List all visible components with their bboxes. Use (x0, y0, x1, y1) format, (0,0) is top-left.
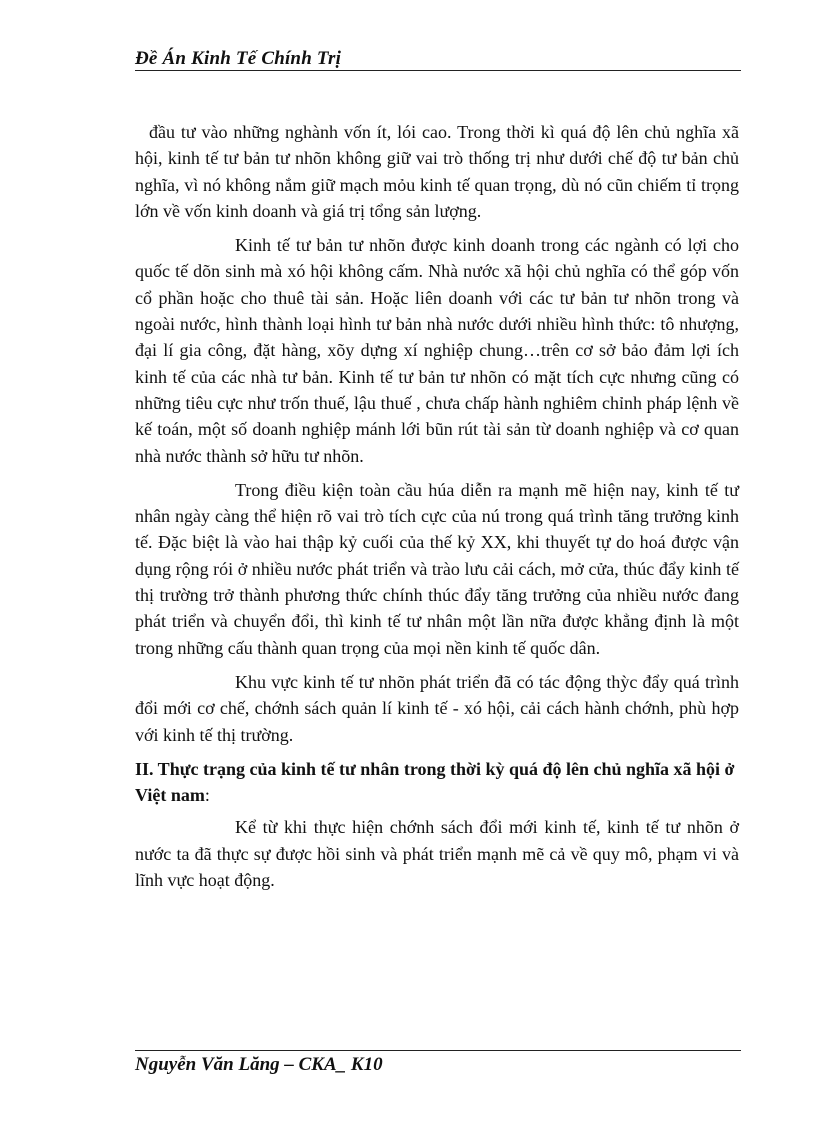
paragraph-2: Kinh tế tư bản tư nhõn được kinh doanh trong các ngành có lợi cho quốc tế dõn sinh mà xó hội không cấm. Nhà nước xã hội chủ nghĩa có thể góp vốn cổ phần hoặc cho thuê tài sản. Hoặc liên doanh với các tư bản tư nhõn trong và ngoài nước, hình thành loại hình tư bản nhà nước dưới nhiều hình thức: tô nhượng, đại lí gia công, đặt hàng, xõy dựng xí nghiệp chung…trên cơ sở bảo đảm lợi ích kinh tế của các nhà tư bản. Kinh tế tư bản tư nhõn có mặt tích cực nhưng cũng có những tiêu cực như trốn thuế, lậu thuế , chưa chấp hành nghiêm chỉnh pháp lệnh về kế toán, một số doanh nghiệp mánh lới bũn rút tài sản từ doanh nghiệp và cơ quan nhà nước thành sở hữu tư nhõn. (135, 235, 739, 466)
header-divider (135, 70, 741, 71)
page-header-title: Đề Án Kinh Tế Chính Trị (135, 48, 342, 69)
paragraph-3: Trong điều kiện toàn cầu húa diễn ra mạnh mẽ hiện nay, kinh tế tư nhân ngày càng thể hiện rõ vai trò tích cực của nú trong quá trình tăng trưởng kinh tế. Đặc biệt là vào hai thập kỷ cuối của thế kỷ XX, khi thuyết tự do hoá được vận dụng rộng rói ở nhiều nước phát triển và trào lưu cải cách, mở cửa, thúc đẩy kinh tế thị trường trở thành phương thức chính thúc đẩy tăng trưởng của nhiều nước đang phát triển và chuyển đổi, thì kinh tế tư nhân một lần nữa được khẳng định là một trong những cấu thành quan trọng của mọi nền kinh tế quốc dân. (135, 479, 739, 658)
document-body (135, 119, 739, 901)
section-paragraph: Kể từ khi thực hiện chớnh sách đổi mới kinh tế, kinh tế tư nhõn ở nước ta đã thực sự được hồi sinh và phát triển mạnh mẽ cả về quy mô, phạm vi và lĩnh vực hoạt động. (135, 817, 739, 891)
footer-divider (135, 1050, 741, 1051)
section-heading (135, 756, 739, 809)
section-heading-colon: : (204, 785, 210, 806)
section-heading-text: II. Thực trạng của kinh tế tư nhân trong thời kỳ quá độ lên chủ nghĩa xã hội ở Việt nam (135, 758, 735, 806)
page-footer-author: Nguyễn Văn Lăng – CKA_ K10 (135, 1054, 383, 1075)
paragraph-1: đầu tư vào những nghành vốn ít, lói cao. Trong thời kì quá độ lên chủ nghĩa xã hội, kinh tế tư bản tư nhõn không giữ vai trò thống trị như dưới chế độ tư bản chủ nghĩa, vì nó không nắm giữ mạch mỏu kinh tế quan trọng, dù nó cũn chiếm tỉ trọng lớn về vốn kinh doanh và giá trị tổng sản lượng. (135, 122, 739, 221)
paragraph-4: Khu vực kinh tế tư nhõn phát triển đã có tác động thỳc đẩy quá trình đổi mới cơ chế, chớnh sách quản lí kinh tế - xó hội, cải cách hành chớnh, phù hợp với kinh tế thị trường. (135, 671, 739, 745)
